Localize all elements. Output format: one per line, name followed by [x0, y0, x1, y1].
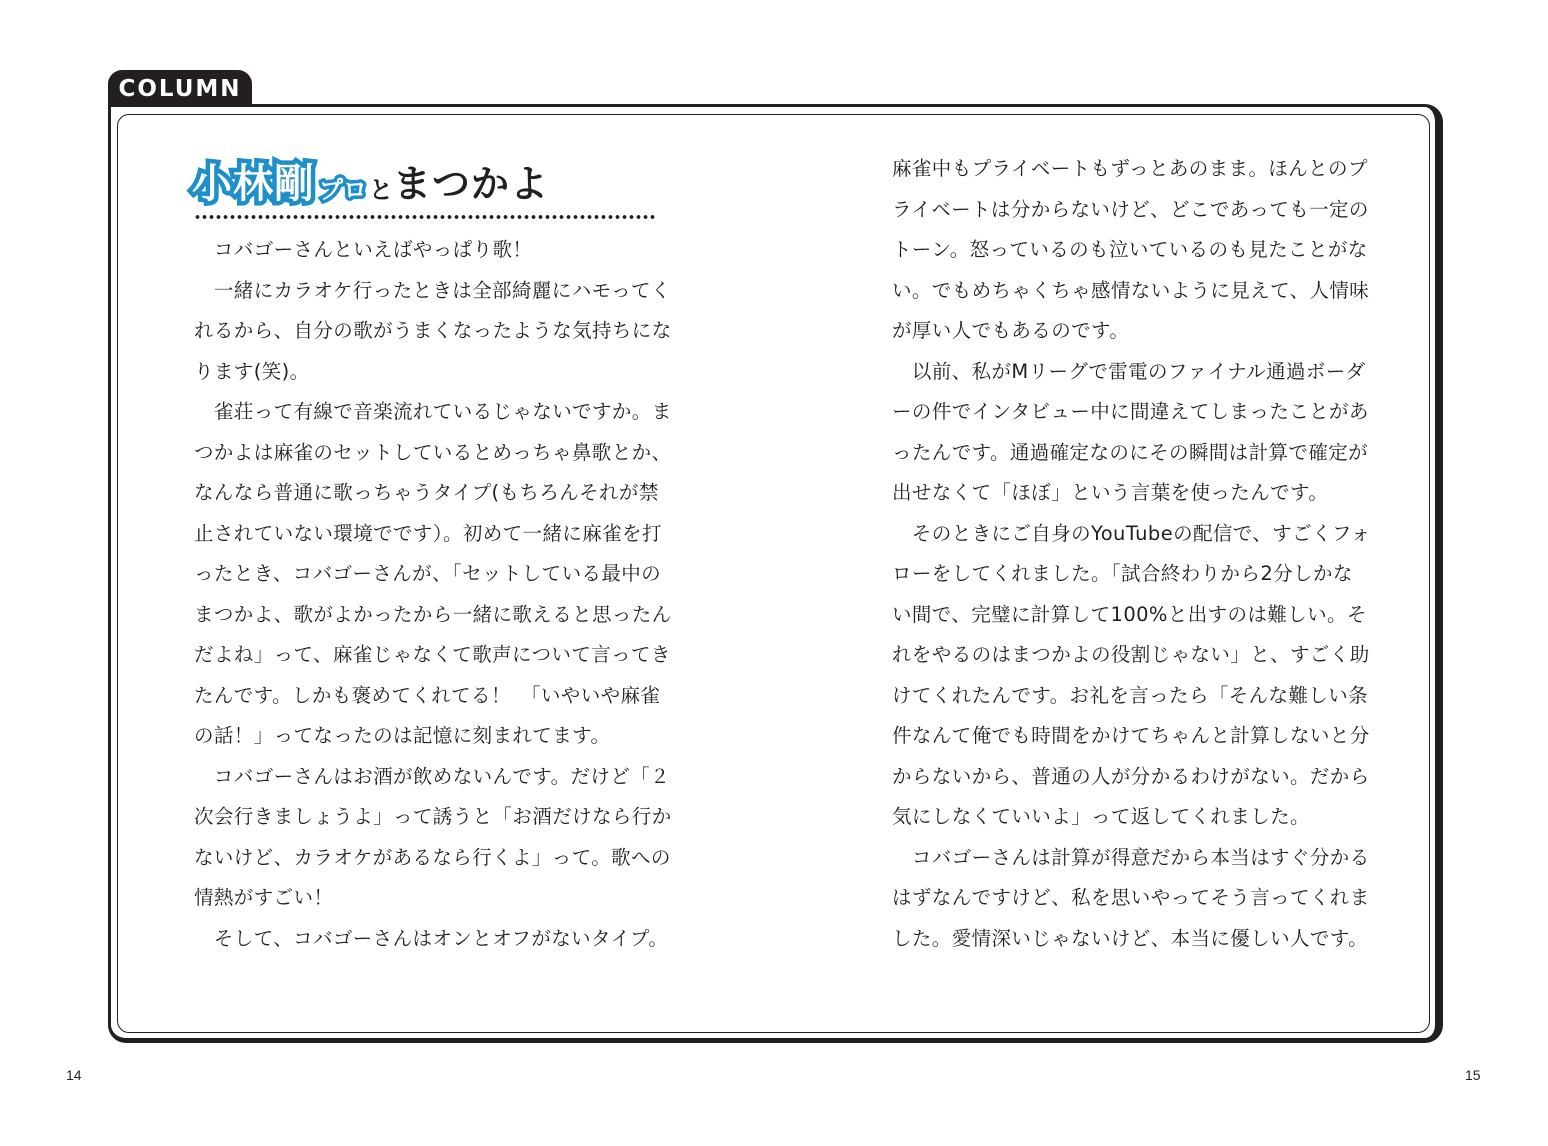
text-line: 一緒にカラオケ行ったときは全部綺麗にハモってく	[194, 278, 671, 302]
text-line: ったんです。通過確定なのにその瞬間は計算で確定が	[892, 440, 1369, 464]
text-line: トーン。怒っているのも泣いているのも見たことがな	[892, 238, 1368, 261]
text-line: 出せなくて「ほぼ」という言葉を使ったんです。	[892, 481, 1329, 504]
text-line: 麻雀中もプライベートもずっとあのまま。ほんとのプ	[892, 157, 1368, 180]
text-line: けてくれたんです。お礼を言ったら「そんな難しい条	[892, 683, 1369, 707]
text-line: なんなら普通に歌っちゃうタイプ(もちろんそれが禁	[194, 481, 659, 504]
text-line: 気にしなくていいよ」って返してくれました。	[892, 805, 1310, 828]
page-number-left: 14	[66, 1067, 82, 1083]
text-line: だよね」って、麻雀じゃなくて歌声について言ってき	[194, 643, 671, 666]
text-line: ないけど、カラオケがあるなら行くよ」って。歌への	[194, 845, 671, 869]
text-line: たんです。しかも褒めてくれてる！ 「いやいや麻雀	[194, 683, 661, 707]
text-line: した。愛情深いじゃないけど、本当に優しい人です。	[892, 926, 1369, 950]
title-rest: まつかよ	[393, 162, 550, 206]
text-line: ったとき、コバゴーさんが、「セットしている最中の	[194, 562, 662, 585]
text-line: そして、コバゴーさんはオンとオフがないタイプ。	[194, 926, 669, 950]
page-number-right: 15	[1465, 1067, 1481, 1083]
text-line: 情熱がすごい！	[194, 886, 334, 909]
text-line: そのときにご自身のYouTubeの配信で、すごくフォ	[892, 521, 1371, 545]
text-line: 件なんて俺でも時間をかけてちゃんと計算しないと分	[892, 724, 1370, 747]
text-line: つかよは麻雀のセットしているとめっちゃ鼻歌とか、	[194, 440, 672, 464]
text-line: ります(笑)。	[194, 359, 310, 383]
text-line: ーの件でインタビュー中に間違えてしまったことがあ	[892, 400, 1369, 423]
text-line: 止されていない環境でです）。初めて一緒に麻雀を打	[194, 521, 662, 545]
title-dotted-underline	[194, 214, 656, 220]
column-tab-label: COLUMN	[118, 76, 242, 102]
text-line: ライベートは分からないけど、どこであっても一定の	[892, 197, 1369, 221]
text-line: 以前、私がMリーグで雷電のファイナル通過ボーダ	[892, 359, 1366, 383]
text-line: コバゴーさんはお酒が飲めないんです。だけど「２	[194, 764, 671, 788]
column-tab	[108, 70, 252, 106]
title-pro: プロ	[319, 176, 367, 204]
text-line: れるから、自分の歌がうまくなったような気持ちにな	[194, 319, 672, 342]
text-line: まつかよ、歌がよかったから一緒に歌えると思ったん	[194, 602, 672, 626]
text-line: い。でもめちゃくちゃ感情ないように見えて、人情味	[892, 278, 1370, 302]
title-particle: と	[369, 176, 393, 204]
text-line: れをやるのはまつかよの役割じゃない」と、すごく助	[892, 643, 1370, 666]
text-line: の話！」ってなったのは記憶に刻まれてます。	[194, 724, 611, 747]
text-line: 次会行きましょうよ」って誘うと「お酒だけなら行か	[194, 805, 672, 828]
text-line: 雀荘って有線で音楽流れているじゃないですか。ま	[194, 400, 672, 423]
text-line: はずなんですけど、私を思いやってそう言ってくれま	[892, 886, 1370, 909]
title-name: 小林剛	[192, 161, 315, 207]
text-line: からないから、普通の人が分かるわけがない。だから	[892, 764, 1370, 788]
text-line: コバゴーさんは計算が得意だから本当はすぐ分かる	[892, 845, 1370, 869]
text-line: ローをしてくれました。「試合終わりから2分しかな	[892, 562, 1353, 585]
right-column-text	[892, 149, 1371, 959]
text-line: コバゴーさんといえばやっぱり歌！	[194, 238, 533, 261]
text-line: い間で、完璧に計算して100%と出すのは難しい。そ	[892, 602, 1367, 626]
left-column-text	[194, 230, 672, 959]
text-line: が厚い人でもあるのです。	[892, 319, 1130, 342]
column-title	[192, 154, 549, 210]
